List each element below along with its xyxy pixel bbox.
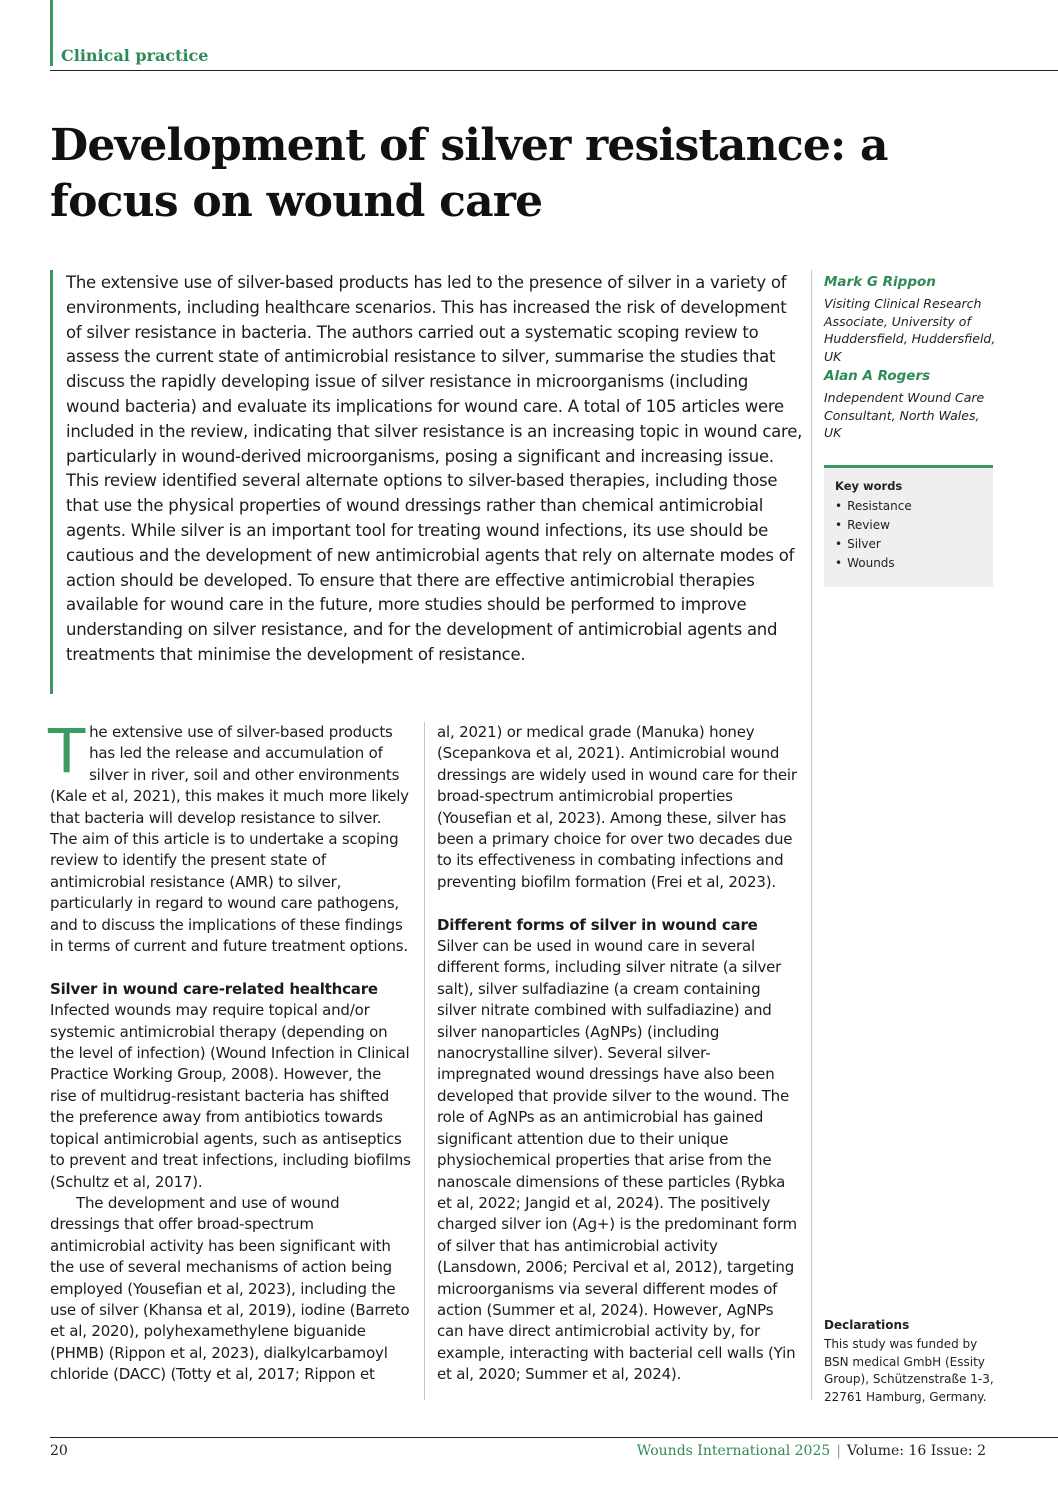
column-divider — [424, 722, 425, 1400]
author-affiliation: Independent Wound Care Consultant, North Wales, UK — [824, 390, 985, 440]
section-label: Clinical practice — [61, 46, 209, 65]
section-heading: Silver in wound care-related healthcare — [50, 979, 378, 998]
journal-info — [637, 1443, 986, 1459]
keyword-item: • Silver — [835, 537, 881, 551]
keywords-heading: Key words — [835, 479, 903, 493]
keyword-item: • Review — [835, 518, 890, 532]
body-paragraph-continued: al, 2021) or medical grade (Manuka) honey (Scepankova et al, 2021). Antimicrobial wound dressings are widely used in wound care for their broad-spectrum antimicrobial properties (Yousefian et al, 2023). Among these, silver has been a primary choice for over two decades due to its effectiveness in combating infections and preventing biofilm formation (Frei et al, 2023). — [437, 723, 797, 891]
footer-rule — [50, 1437, 1058, 1438]
body-paragraph: Silver can be used in wound care in several different forms, including silver nitrate (a silver salt), silver sulfadiazine (a cream containing silver nitrate combined with sulfadiazine) and silver nanoparticles (AgNPs) (including nanocrystalline silver). Several silver-impregnated wound dressings have also been developed that provide silver to the wound. The role of AgNPs as an antimicrobial has gained significant attention due to their unique physiochemical properties that arise from the nanoscale dimensions of these particles (Rybka et al, 2022; Jangid et al, 2024). The positively charged silver ion (Ag+) is the predominant form of silver that has antimicrobial activity (Lansdown, 2006; Percival et al, 2012), targeting microorganisms via several different modes of action (Summer et al, 2024). However, AgNPs can have direct antimicrobial activity by, for example, interacting with bacterial cell walls (Yin et al, 2020; Summer et al, 2024). — [437, 937, 797, 1384]
author-name: Mark G Rippon — [824, 274, 936, 290]
keyword-item: • Resistance — [835, 499, 912, 513]
bullet-icon: • — [835, 556, 843, 570]
footer-separator: | — [836, 1443, 841, 1459]
page-number: 20 — [50, 1443, 68, 1459]
declarations-heading: Declarations — [824, 1318, 910, 1332]
body-column-left — [48, 716, 412, 1386]
keyword-item: • Wounds — [835, 556, 895, 570]
journal-name: Wounds International 2025 — [636, 1443, 831, 1459]
intro-paragraph: The extensive use of silver-based products has led the release and accumulation of silver in river, soil and other environments (Kale et al, 2021), this makes it much more likely that bacteria will develop resistance to silver. The aim of this article is to undertake a scoping review to identify the present state of antimicrobial resistance (AMR) to silver, particularly in regard to wound care pathogens, and to discuss the implications of these findings in terms of current and future treatment options. — [48, 716, 409, 956]
body-paragraph: The development and use of wound dressings that offer broad-spectrum antimicrobial activity has been significant with the use of several mechanisms of action being employed (Yousefian et al, 2023), including the use of silver (Khansa et al, 2019), iodine (Barreto et al, 2020), polyhexamethylene biguanide (PHMB) (Rippon et al, 2023), dialkylcarbamoyl chloride (DACC) (Totty et al, 2017; Rippon et — [50, 1193, 410, 1384]
article-title: Development of silver resistance: a focus on wound care — [50, 120, 888, 227]
author-name: Alan A Rogers — [824, 368, 931, 384]
declarations-text: This study was funded by BSN medical GmbH (Essity Group), Schützenstraße 1-3, 22761 Hamburg, Germany. — [824, 1337, 994, 1404]
bullet-icon: • — [835, 518, 843, 532]
keywords-box — [824, 465, 993, 587]
journal-volume: Volume: 16 Issue: 2 — [846, 1443, 986, 1459]
bullet-icon: • — [835, 537, 843, 551]
body-paragraph: Infected wounds may require topical and/or systemic antimicrobial therapy (depending on the level of infection) (Wound Infection in Clinical Practice Working Group, 2008). However, the rise of multidrug-resistant bacteria has shifted the preference away from antibiotics towards topical antimicrobial agents, such as antiseptics to prevent and treat infections, including biofilms (Schultz et al, 2017). — [50, 1001, 411, 1191]
section-heading: Different forms of silver in wound care — [437, 915, 758, 934]
bullet-icon: • — [835, 499, 843, 513]
body-column-right — [437, 722, 799, 1386]
author-affiliation: Visiting Clinical Research Associate, University of Huddersfield, Huddersfield, UK — [824, 296, 996, 364]
sidebar-divider — [811, 270, 812, 1400]
header-rule — [50, 70, 1058, 71]
abstract-accent-bar — [50, 270, 53, 694]
abstract: The extensive use of silver-based products has led to the presence of silver in a variety of environments, including healthcare scenarios. This has increased the risk of development of silver resistance in bacteria. The authors carried out a systematic scoping review to assess the current state of antimicrobial resistance to silver, summarise the studies that discuss the rapidly developing issue of silver resistance in microorganisms (including wound bacteria) and evaluate its implications for wound care. A total of 105 articles were included in the review, indicating that silver resistance is an increasing topic in wound care, particularly in wound-derived microorganisms, posing a significant and increasing issue. This review identified several alternate options to silver-based therapies, including those that use the physical properties of wound dressings rather than chemical antimicrobial agents. While silver is an important tool for treating wound infections, its use should be cautious and the development of new antimicrobial agents that rely on alternate modes of action should be developed. To ensure that there are effective antimicrobial therapies available for wound care in the future, more studies should be performed to improve understanding on silver resistance, and for the development of antimicrobial agents and treatments that minimise the development of resistance. — [66, 273, 803, 664]
header-accent-bar — [50, 0, 53, 66]
drop-cap: T — [48, 716, 86, 787]
